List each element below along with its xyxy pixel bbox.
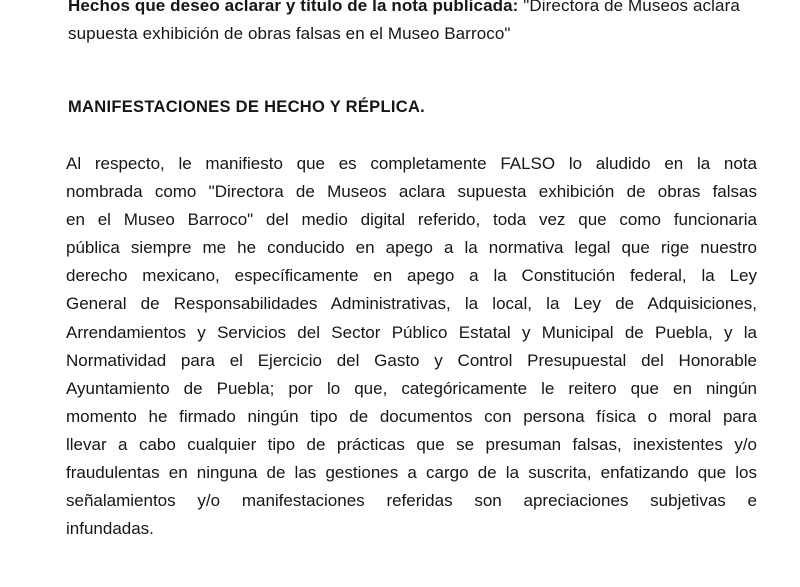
subject-title: "Directora de Museos aclara supuesta exhibición de obras falsas en el Museo Barroco" [68, 0, 740, 43]
section-heading: MANIFESTACIONES DE HECHO Y RÉPLICA. [68, 98, 426, 116]
paragraph-line: llevar a cabo cualquier tipo de prácticas que se presuman falsas, inexistentes y/o [66, 434, 757, 454]
paragraph-line: momento he firmado ningún tipo de documentos con persona física o moral para [66, 406, 757, 426]
paragraph-line: fraudulentas en ninguna de las gestiones a cargo de la suscrita, enfatizando que los [66, 463, 757, 483]
subject-paragraph [68, 0, 768, 48]
paragraph-line: Al respecto, le manifiesto que es completamente FALSO lo aludido en la nota [66, 154, 757, 173]
paragraph-line: infundadas. [66, 519, 154, 539]
paragraph-line: derecho mexicano, específicamente en apego a la Constitución federal, la Ley [66, 266, 757, 286]
paragraph-line: pública siempre me he conducido en apego a la normativa legal que rige nuestro [66, 238, 757, 258]
paragraph-line: señalamientos y/o manifestaciones referidas son apreciaciones subjetivas e [66, 491, 757, 511]
paragraph-line: Normatividad para el Ejercicio del Gasto y Control Presupuestal del Honorable [66, 350, 757, 370]
subject-label: Hechos que deseo aclarar y título de la nota publicada: [68, 0, 519, 15]
paragraph-line: en el Museo Barroco" del medio digital referido, toda vez que como funcionaria [66, 210, 757, 230]
paragraph-line: Arrendamientos y Servicios del Sector Público Estatal y Municipal de Puebla, y la [66, 322, 757, 342]
paragraph-line: Ayuntamiento de Puebla; por lo que, categóricamente le reitero que en ningún [66, 378, 757, 398]
paragraph-line: nombrada como "Directora de Museos aclara supuesta exhibición de obras falsas [66, 182, 757, 202]
body-paragraph [66, 150, 757, 543]
paragraph-line: General de Responsabilidades Administrativas, la local, la Ley de Adquisiciones, [66, 294, 757, 314]
